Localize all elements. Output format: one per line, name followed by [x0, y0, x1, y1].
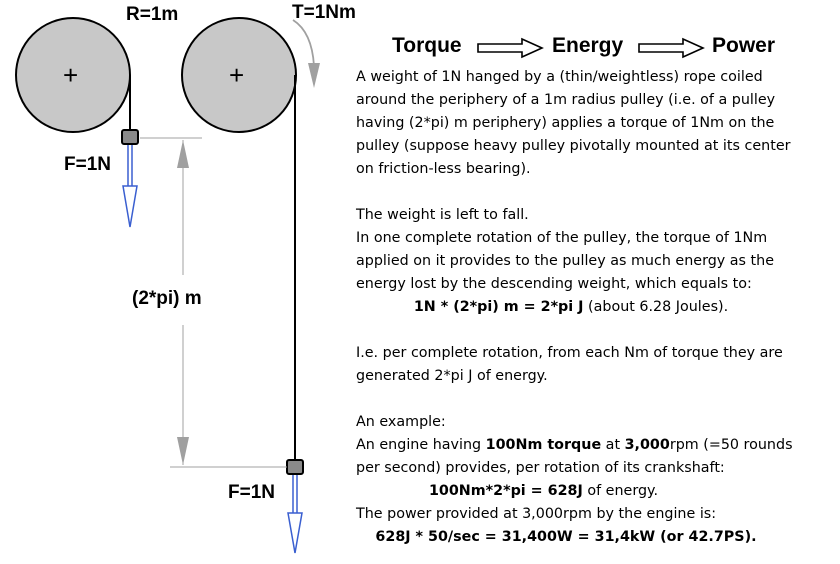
text-line: In one complete rotation of the pulley, the torque of 1Nm: [356, 230, 768, 246]
text-line: [356, 434, 826, 457]
text-span: rpm (=50 rounds: [669, 437, 793, 453]
bottom-force-arrow: [288, 475, 302, 553]
power-formula-line: [356, 526, 826, 549]
top-weight-block: [122, 130, 138, 144]
text-line: The weight is left to fall.: [356, 207, 529, 223]
text-line: energy lost by the descending weight, which equals to:: [356, 276, 752, 292]
text-line: An example:: [356, 414, 446, 430]
heading-energy: Energy: [552, 34, 624, 57]
text-line: around the periphery of a 1m radius pulley (i.e. of a pulley: [356, 92, 776, 108]
bottom-force-label: F=1N: [228, 482, 275, 503]
text-span: An engine having: [356, 437, 486, 453]
pulley-diagram-svg: [0, 0, 340, 560]
top-force-arrow: [123, 145, 137, 227]
heading-power: Power: [712, 34, 776, 57]
power-formula: 628J * 50/sec = 31,400W = 31,4kW (or 42.7PS).: [375, 529, 757, 545]
energy-formula: 1N * (2*pi) m = 2*pi J: [413, 299, 584, 315]
explanation-text: [356, 66, 826, 549]
radius-label: R=1m: [126, 4, 179, 25]
text-line: The power provided at 3,000rpm by the engine is:: [356, 506, 717, 522]
pulley-diagram: [0, 0, 356, 560]
top-force-label: F=1N: [64, 154, 111, 175]
rpm-value: 3,000: [624, 437, 670, 453]
text-line: having (2*pi) m periphery) applies a torque of 1Nm on the: [356, 115, 775, 131]
distance-label: (2*pi) m: [132, 288, 202, 309]
text-line: per second) provides, per rotation of its crankshaft:: [356, 460, 725, 476]
text-line: applied on it provides to the pulley as much energy as the: [356, 253, 775, 269]
text-span: at: [601, 437, 625, 453]
left-pulley-center-mark: +: [63, 60, 79, 90]
energy-per-rotation-line: [356, 480, 826, 503]
text-line: A weight of 1N hanged by a (thin/weightless) rope coiled: [356, 69, 763, 85]
torque-label: T=1Nm: [292, 2, 356, 23]
arrow-right-icon: [476, 37, 546, 59]
torque-rotation-arrow: [293, 20, 320, 88]
energy-formula-note: (about 6.28 Joules).: [583, 299, 729, 315]
text-line: I.e. per complete rotation, from each Nm of torque they are: [356, 345, 783, 361]
torque-value: 100Nm torque: [485, 437, 602, 453]
text-line: pulley (suppose heavy pulley pivotally mounted at its center: [356, 138, 791, 154]
text-line: on friction-less bearing).: [356, 161, 531, 177]
heading-torque: Torque: [392, 34, 462, 57]
text-span: of energy.: [582, 483, 659, 499]
text-line: generated 2*pi J of energy.: [356, 368, 548, 384]
bottom-weight-block: [287, 460, 303, 474]
arrow-right-icon: [637, 37, 707, 59]
energy-formula-line: [356, 296, 826, 319]
energy-per-rotation: 100Nm*2*pi = 628J: [428, 483, 583, 499]
right-pulley-center-mark: +: [229, 60, 245, 90]
torque-energy-power-heading: [392, 34, 812, 62]
